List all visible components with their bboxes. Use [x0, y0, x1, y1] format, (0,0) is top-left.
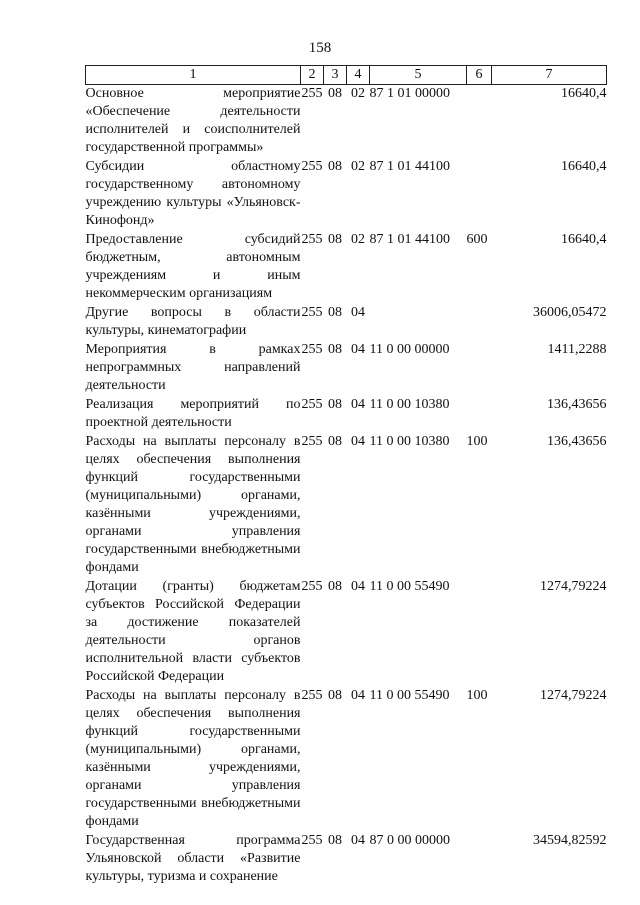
row-amount: 16640,4 — [561, 86, 607, 101]
row-amount: 136,43656 — [547, 397, 607, 412]
row-section: 08 — [328, 579, 342, 594]
table-row — [86, 304, 607, 341]
row-expense-type — [467, 396, 492, 433]
row-target-article: 87 1 01 00000 — [369, 86, 450, 101]
row-description: Государственная программа Ульяновской области «Развитие культуры, туризма и сохранение — [85, 833, 301, 884]
table-row — [86, 687, 607, 832]
row-section: 08 — [328, 397, 342, 412]
col-header-1: 1 — [86, 66, 301, 85]
col-header-3: 3 — [324, 66, 347, 85]
row-expense-type: 100 — [466, 688, 488, 703]
row-target-article: 11 0 00 55490 — [369, 579, 450, 594]
col-header-2: 2 — [301, 66, 324, 85]
row-description: Реализация мероприятий по проектной деятельности — [85, 397, 301, 430]
row-description: Основное мероприятие «Обеспечение деятельности исполнителей и соисполнителей государственной программы» — [85, 86, 301, 155]
row-target-article: 11 0 00 55490 — [369, 688, 450, 703]
row-amount: 136,43656 — [547, 434, 607, 449]
row-admin-code: 255 — [301, 86, 323, 101]
row-section: 08 — [328, 342, 342, 357]
row-subsection: 02 — [351, 86, 365, 101]
row-description: Расходы на выплаты персоналу в целях обеспечения выполнения функций государственными (муниципальными) органами, казёнными учреждениями, органами управления государственными внебюджетными фондами — [85, 434, 301, 575]
row-description: Предоставление субсидий бюджетным, автономным учреждениям и иным некоммерческим организациям — [85, 232, 301, 301]
row-description: Дотации (гранты) бюджетам субъектов Российской Федерации за достижение показателей деятельности органов исполнительной власти субъектов Российской Федерации — [85, 579, 301, 684]
row-admin-code: 255 — [301, 159, 323, 174]
table-row — [86, 396, 607, 433]
table-row — [86, 341, 607, 396]
col-header-5: 5 — [370, 66, 467, 85]
row-subsection: 04 — [351, 397, 365, 412]
row-expense-type — [467, 304, 492, 341]
row-admin-code: 255 — [301, 833, 323, 848]
row-subsection: 04 — [351, 688, 365, 703]
row-subsection: 02 — [351, 159, 365, 174]
row-expense-type — [467, 578, 492, 687]
row-amount: 1274,79224 — [540, 688, 607, 703]
row-expense-type — [467, 158, 492, 231]
row-section: 08 — [328, 305, 342, 320]
row-admin-code: 255 — [301, 579, 323, 594]
row-section: 08 — [328, 86, 342, 101]
row-subsection: 04 — [351, 305, 365, 320]
row-amount: 16640,4 — [561, 232, 607, 247]
row-target-article: 11 0 00 00000 — [369, 342, 450, 357]
row-target-article: 11 0 00 10380 — [369, 434, 450, 449]
row-description: Другие вопросы в области культуры, кинематографии — [85, 305, 301, 338]
row-amount: 1274,79224 — [540, 579, 607, 594]
col-header-7: 7 — [492, 66, 607, 85]
row-expense-type: 600 — [466, 232, 488, 247]
row-expense-type — [467, 832, 492, 887]
row-amount: 36006,05472 — [533, 305, 607, 320]
row-section: 08 — [328, 434, 342, 449]
row-target-article: 87 1 01 44100 — [369, 159, 450, 174]
row-section: 08 — [328, 232, 342, 247]
header-row — [86, 66, 607, 85]
row-target-article: 87 0 00 00000 — [369, 833, 450, 848]
row-admin-code: 255 — [301, 397, 323, 412]
table-row — [86, 578, 607, 687]
row-subsection: 04 — [351, 579, 365, 594]
table-row — [86, 433, 607, 578]
row-admin-code: 255 — [301, 305, 323, 320]
table-row — [86, 85, 607, 159]
row-admin-code: 255 — [301, 232, 323, 247]
row-expense-type — [467, 85, 492, 159]
row-description: Субсидии областному государственному автономному учреждению культуры «Ульяновск-Кинофонд» — [85, 159, 301, 228]
row-subsection: 04 — [351, 833, 365, 848]
row-target-article: 11 0 00 10380 — [369, 397, 450, 412]
row-amount: 16640,4 — [561, 159, 607, 174]
row-section: 08 — [328, 688, 342, 703]
row-amount: 1411,2288 — [547, 342, 607, 357]
row-expense-type — [467, 341, 492, 396]
table-row — [86, 832, 607, 887]
row-subsection: 02 — [351, 232, 365, 247]
row-section: 08 — [328, 159, 342, 174]
row-description: Мероприятия в рамках непрограммных направлений деятельности — [85, 342, 301, 393]
row-amount: 34594,82592 — [533, 833, 607, 848]
row-description: Расходы на выплаты персоналу в целях обеспечения выполнения функций государственными (муниципальными) органами, казёнными учреждениями, органами управления государственными внебюджетными фондами — [85, 688, 301, 829]
row-subsection: 04 — [351, 342, 365, 357]
row-admin-code: 255 — [301, 342, 323, 357]
col-header-4: 4 — [347, 66, 370, 85]
table-body — [86, 85, 607, 888]
row-target-article: 87 1 01 44100 — [369, 232, 450, 247]
table-row — [86, 231, 607, 304]
col-header-6: 6 — [467, 66, 492, 85]
row-section: 08 — [328, 833, 342, 848]
row-expense-type: 100 — [466, 434, 488, 449]
page-number: 158 — [308, 40, 332, 56]
row-admin-code: 255 — [301, 688, 323, 703]
budget-table — [85, 65, 607, 887]
row-admin-code: 255 — [301, 434, 323, 449]
row-target-article — [370, 304, 467, 341]
row-subsection: 04 — [351, 434, 365, 449]
table-row — [86, 158, 607, 231]
